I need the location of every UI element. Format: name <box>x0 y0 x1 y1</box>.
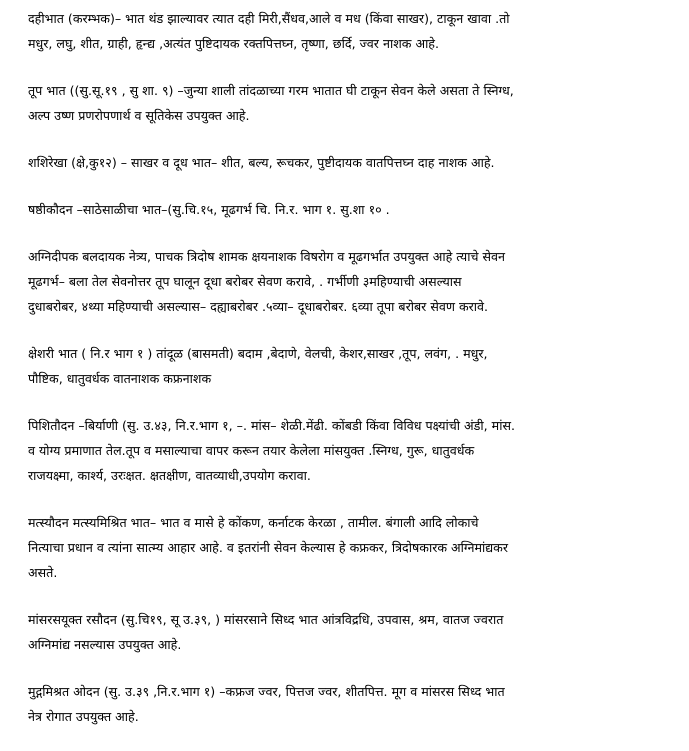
text-line: नेत्र रोगात उपयुक्त आहे. <box>28 709 139 724</box>
text-line: मूढगर्भ– बला तेल सेवनोत्तर तूप घालून दूधा बरोबर सेवण करावे, . गर्भीणी ३महिण्याची असल्यास <box>28 274 462 289</box>
text-line: मांसरसयूक्त रसौदन (सु.चि१९, सू उ.३९, ) मांसरसाने सिध्द भात आंत्रविद्रधि, उपवास, श्रम, वातज ज्वरात <box>28 612 504 627</box>
paragraph-matsyaudan <box>28 510 676 585</box>
text-line: अग्निमांद्य नसल्यास उपयुक्त आहे. <box>28 637 182 652</box>
paragraph-tup-bhat <box>28 78 676 128</box>
text-line: मुद्गमिश्रत ओदन (सु. उ.३९ ,नि.र.भाग १) –कफ्रज ज्वर, पित्तज ज्वर, शीतपित्त. मूग व मांसरस सिध्द भात <box>28 684 505 699</box>
text-line: दहीभात (करम्भक)– भात थंड झाल्यावर त्यात दही मिरी,सैंधव,आले व मध (किंवा साखर), टाकून खावा .तो <box>28 11 510 26</box>
text-line: व योग्य प्रमाणात तेल.तूप व मसाल्याचा वापर करून तयार केलेला मांसयुक्त .स्निग्ध, गुरू, धातुवर्धक <box>28 443 475 458</box>
text-line: तूप भात ((सु.सू.१९ , सु शा. ९) –जुन्या शाली तांदळाच्या गरम भातात घी टाकून सेवन केले असता ते स्निग्ध, <box>28 83 514 98</box>
text-line: असते. <box>28 565 58 580</box>
document-body <box>28 6 676 751</box>
text-line: राजयक्ष्मा, कार्श्य, उरःक्षत. क्षतक्षीण, वातव्याधी,उपयोग करावा. <box>28 468 311 483</box>
text-line: दुधाबरोबर, ४थ्या महिण्याची असल्यास– दह्याबरोबर .५व्या– दूधाबरोबर. ६व्या तूपा बरोबर सेवण करावे. <box>28 299 489 314</box>
text-line: क्षेशरी भात ( नि.र भाग १ ) तांदूळ (बासमती) बदाम ,बेदाणे, वेलची, केशर,साखर ,तूप, लवंग, . मधुर, <box>28 346 488 361</box>
text-line: पिशितौदन –बिर्याणी (सु. उ.४३, नि.र.भाग १, –. मांस– शेळी.मेंढी. कोंबडी किंवा विविध पक्ष्यांची अंडी, मांस. <box>28 418 515 433</box>
text-line: षष्ठीकौदन –साठेसाळीचा भात–(सु.चि.१५, मूढगर्भ चि. नि.र. भाग १. सु.शा १० . <box>28 202 390 217</box>
text-line: शशिरेखा (क्षे,कु१२) – साखर व दूध भात– शीत, बल्य, रूचकर, पुष्टीदायक वातपित्तघ्न दाह नाशक आहे. <box>28 155 495 170</box>
paragraph-mansaras-rasaudan <box>28 607 676 657</box>
paragraph-shashirekha <box>28 150 676 175</box>
text-line: मत्स्यौदन मत्स्यमिश्रित भात– भात व मासे हे कोंकण, कर्नाटक केरळा , तामील. बंगाली आदि लोकाचे <box>28 515 479 530</box>
paragraph-dahibhat <box>28 6 676 56</box>
text-line: अग्निदीपक बलदायक नेत्र्य, पाचक त्रिदोष शामक क्षयनाशक विषरोग व मूढगर्भात उपयुक्त आहे त्याचे सेवन <box>28 249 505 264</box>
text-line: अल्प उष्ण प्रणरोपणार्थ व सूतिकेस उपयुक्त आहे. <box>28 108 250 123</box>
paragraph-shashtikaudan <box>28 197 676 222</box>
text-line: नित्याचा प्रधान व त्यांना सात्म्य आहार आहे. व इतरांनी सेवन केल्यास हे कफ्रकर, त्रिदोषकारक अग्निमांद्यकर <box>28 540 508 555</box>
paragraph-mudgamishrit-odan <box>28 679 676 729</box>
text-line: पौष्टिक, धातुवर्धक वातनाशक कफ्रनाशक <box>28 371 212 386</box>
text-line: मधुर, लघु, शीत, ग्राही, हृन्द्य ,अत्यंत पुष्टिदायक रक्तपित्तघ्न, तृष्णा, छर्दि, ज्वर नाशक आहे. <box>28 36 439 51</box>
paragraph-pishitaudan <box>28 413 676 488</box>
paragraph-agnidipak <box>28 244 676 319</box>
paragraph-kesari-bhat <box>28 341 676 391</box>
